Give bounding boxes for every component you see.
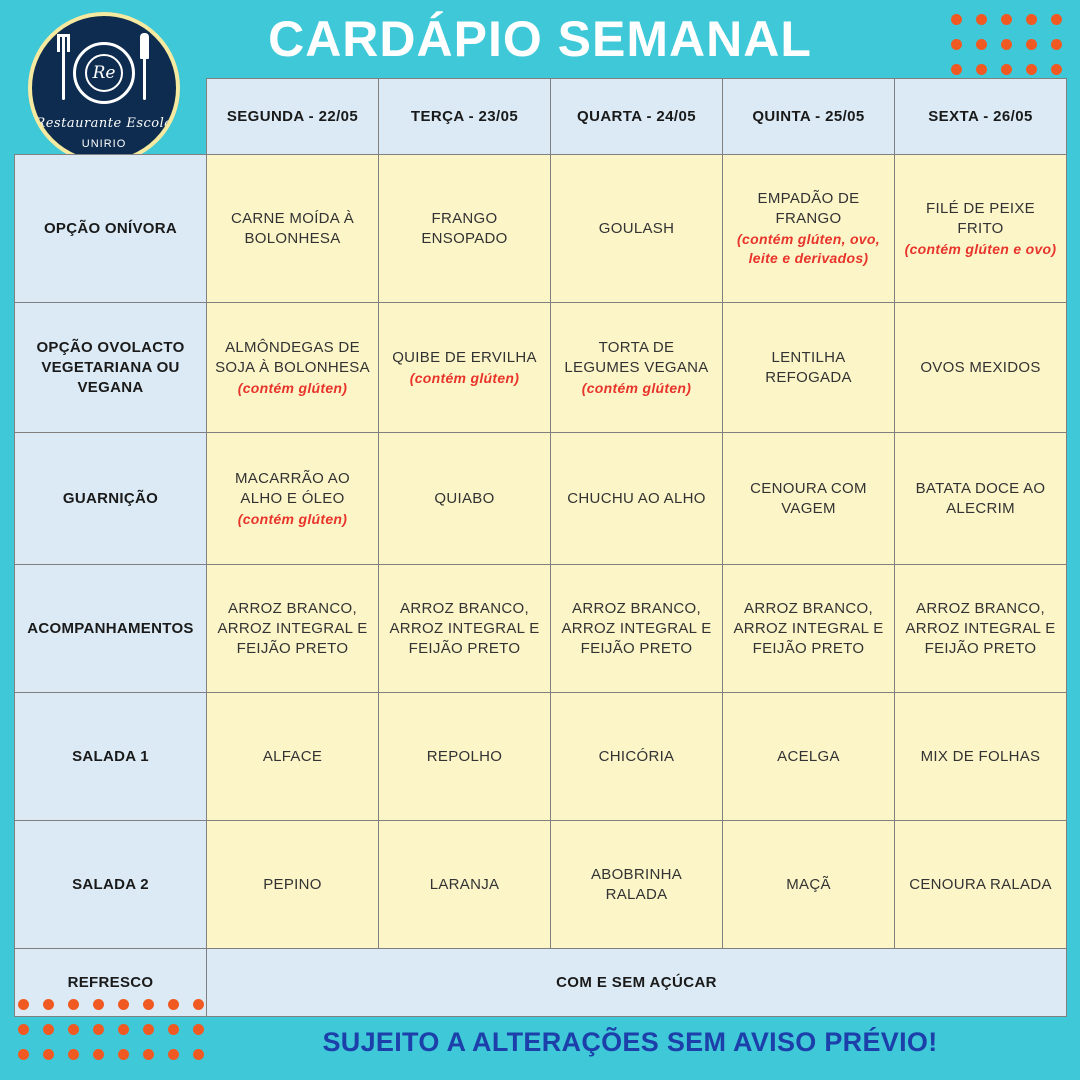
menu-item-text: ARROZ BRANCO, ARROZ INTEGRAL E FEIJÃO PRETO <box>561 599 712 657</box>
menu-cell <box>379 155 551 303</box>
allergen-note: (contém glúten) <box>581 379 692 396</box>
menu-item-text: MIX DE FOLHAS <box>920 747 1041 765</box>
weekly-menu-table <box>14 78 1067 1017</box>
menu-item-text: ALMÔNDEGAS DE SOJA À BOLONHESA <box>215 338 370 376</box>
menu-item-text: ACELGA <box>777 747 840 765</box>
row-header: SALADA 1 <box>15 693 207 821</box>
menu-cell <box>551 693 723 821</box>
dot <box>1026 14 1037 25</box>
dot <box>976 39 987 50</box>
dot <box>976 64 987 75</box>
column-header-day: TERÇA - 23/05 <box>379 79 551 155</box>
menu-cell <box>551 821 723 949</box>
menu-item-text: LENTILHA REFOGADA <box>765 348 852 386</box>
menu-cell <box>207 693 379 821</box>
dot <box>1026 64 1037 75</box>
dot <box>93 999 104 1010</box>
menu-cell <box>895 693 1067 821</box>
dot <box>1001 39 1012 50</box>
menu-cell <box>207 821 379 949</box>
table-row <box>15 693 1067 821</box>
menu-cell <box>895 565 1067 693</box>
table-corner-cell <box>15 79 207 155</box>
menu-table-wrapper <box>14 78 1066 1017</box>
menu-item-text: MACARRÃO AO ALHO E ÓLEO <box>235 469 350 507</box>
dot <box>1051 14 1062 25</box>
row-header: ACOMPANHAMENTOS <box>15 565 207 693</box>
allergen-note: (contém glúten) <box>237 379 348 396</box>
dot <box>68 999 79 1010</box>
table-header-row <box>15 79 1067 155</box>
menu-item-text: REPOLHO <box>426 747 503 765</box>
menu-item-text: CHICÓRIA <box>598 747 675 765</box>
dot <box>143 999 154 1010</box>
menu-cell <box>379 565 551 693</box>
menu-item-text: ARROZ BRANCO, ARROZ INTEGRAL E FEIJÃO PRETO <box>217 599 368 657</box>
dot <box>168 1049 179 1060</box>
row-header: GUARNIÇÃO <box>15 433 207 565</box>
column-header-day: QUINTA - 25/05 <box>723 79 895 155</box>
menu-cell <box>723 821 895 949</box>
menu-cell <box>723 693 895 821</box>
dot <box>118 1049 129 1060</box>
menu-cell <box>723 565 895 693</box>
menu-item-text: ARROZ BRANCO, ARROZ INTEGRAL E FEIJÃO PRETO <box>733 599 884 657</box>
menu-item-text: TORTA DE LEGUMES VEGANA <box>564 338 709 376</box>
table-row <box>15 565 1067 693</box>
menu-item-text: CENOURA COM VAGEM <box>750 479 867 517</box>
menu-cell <box>379 303 551 433</box>
allergen-note: (contém glúten, ovo, leite e derivados) <box>737 231 880 266</box>
dot <box>1051 64 1062 75</box>
row-header: SALADA 2 <box>15 821 207 949</box>
menu-item-text: CARNE MOÍDA À BOLONHESA <box>230 209 355 247</box>
dot <box>93 1049 104 1060</box>
logo-subtitle: UNIRIO <box>81 138 127 150</box>
menu-cell <box>379 821 551 949</box>
page-title: CARDÁPIO SEMANAL <box>268 11 812 67</box>
menu-item-text: QUIABO <box>434 489 495 507</box>
dot <box>1001 14 1012 25</box>
dot <box>168 999 179 1010</box>
dot <box>43 1024 54 1035</box>
menu-cell <box>551 565 723 693</box>
table-row <box>15 821 1067 949</box>
menu-item-text: PEPINO <box>263 875 322 893</box>
refresco-value: COM E SEM AÇÚCAR <box>207 949 1067 1017</box>
menu-item-text: LARANJA <box>429 875 500 893</box>
menu-item-text: EMPADÃO DE FRANGO <box>757 190 860 227</box>
menu-item-text: CHUCHU AO ALHO <box>567 489 706 507</box>
table-row <box>15 303 1067 433</box>
dot <box>951 14 962 25</box>
column-header-day: SEXTA - 26/05 <box>895 79 1067 155</box>
dot <box>143 1049 154 1060</box>
menu-item-text: ARROZ BRANCO, ARROZ INTEGRAL E FEIJÃO PRETO <box>905 599 1056 657</box>
dot <box>168 1024 179 1035</box>
menu-cell <box>207 565 379 693</box>
dot <box>43 1049 54 1060</box>
column-header-day: SEGUNDA - 22/05 <box>207 79 379 155</box>
dot <box>193 999 204 1010</box>
menu-cell <box>895 821 1067 949</box>
menu-cell <box>551 155 723 303</box>
menu-cell <box>551 433 723 565</box>
menu-item-text: ALFACE <box>262 747 323 765</box>
logo-name: Restaurante Escola <box>35 116 173 131</box>
menu-item-text: MAÇÃ <box>786 875 831 893</box>
menu-item-text: GOULASH <box>598 219 675 237</box>
dot <box>68 1024 79 1035</box>
dot <box>143 1024 154 1035</box>
menu-item-text: CENOURA RALADA <box>909 875 1052 893</box>
menu-cell <box>895 433 1067 565</box>
table-row <box>15 155 1067 303</box>
menu-cell <box>207 433 379 565</box>
row-header: OPÇÃO ONÍVORA <box>15 155 207 303</box>
column-header-day: QUARTA - 24/05 <box>551 79 723 155</box>
menu-cell <box>207 303 379 433</box>
footer-bar <box>0 1002 1080 1080</box>
menu-cell <box>551 303 723 433</box>
menu-cell <box>895 303 1067 433</box>
menu-cell <box>379 433 551 565</box>
allergen-note: (contém glúten) <box>409 369 520 386</box>
dot <box>118 999 129 1010</box>
decorative-dots-bottom-left <box>18 999 204 1060</box>
dot <box>1026 39 1037 50</box>
menu-item-text: FRANGO ENSOPADO <box>421 209 508 247</box>
menu-cell <box>895 155 1067 303</box>
menu-item-text: QUIBE DE ERVILHA <box>392 348 537 366</box>
menu-item-text: BATATA DOCE AO ALECRIM <box>915 479 1046 517</box>
menu-cell <box>723 155 895 303</box>
dot <box>951 64 962 75</box>
dot <box>976 14 987 25</box>
menu-item-text: ARROZ BRANCO, ARROZ INTEGRAL E FEIJÃO PRETO <box>389 599 540 657</box>
allergen-note: (contém glúten e ovo) <box>904 240 1057 257</box>
menu-item-text: ABOBRINHA RALADA <box>590 865 683 903</box>
dot <box>68 1049 79 1060</box>
menu-item-text: OVOS MEXIDOS <box>920 358 1041 376</box>
decorative-dots-top-right <box>951 14 1062 75</box>
dot <box>18 999 29 1010</box>
row-header: REFRESCO <box>15 949 207 1017</box>
dot <box>118 1024 129 1035</box>
menu-cell <box>379 693 551 821</box>
allergen-note: (contém glúten) <box>237 510 348 527</box>
disclaimer-text: SUJEITO A ALTERAÇÕES SEM AVISO PRÉVIO! <box>322 1027 938 1057</box>
menu-cell <box>207 155 379 303</box>
logo-monogram: Re <box>92 63 116 83</box>
table-row <box>15 433 1067 565</box>
dot <box>93 1024 104 1035</box>
dot <box>1001 64 1012 75</box>
menu-item-text: FILÉ DE PEIXE FRITO <box>926 199 1035 237</box>
dot <box>18 1049 29 1060</box>
menu-cell <box>723 303 895 433</box>
row-header: OPÇÃO OVOLACTO VEGETARIANA OU VEGANA <box>15 303 207 433</box>
dot <box>951 39 962 50</box>
dot <box>1051 39 1062 50</box>
menu-cell <box>723 433 895 565</box>
dot <box>18 1024 29 1035</box>
dot <box>43 999 54 1010</box>
